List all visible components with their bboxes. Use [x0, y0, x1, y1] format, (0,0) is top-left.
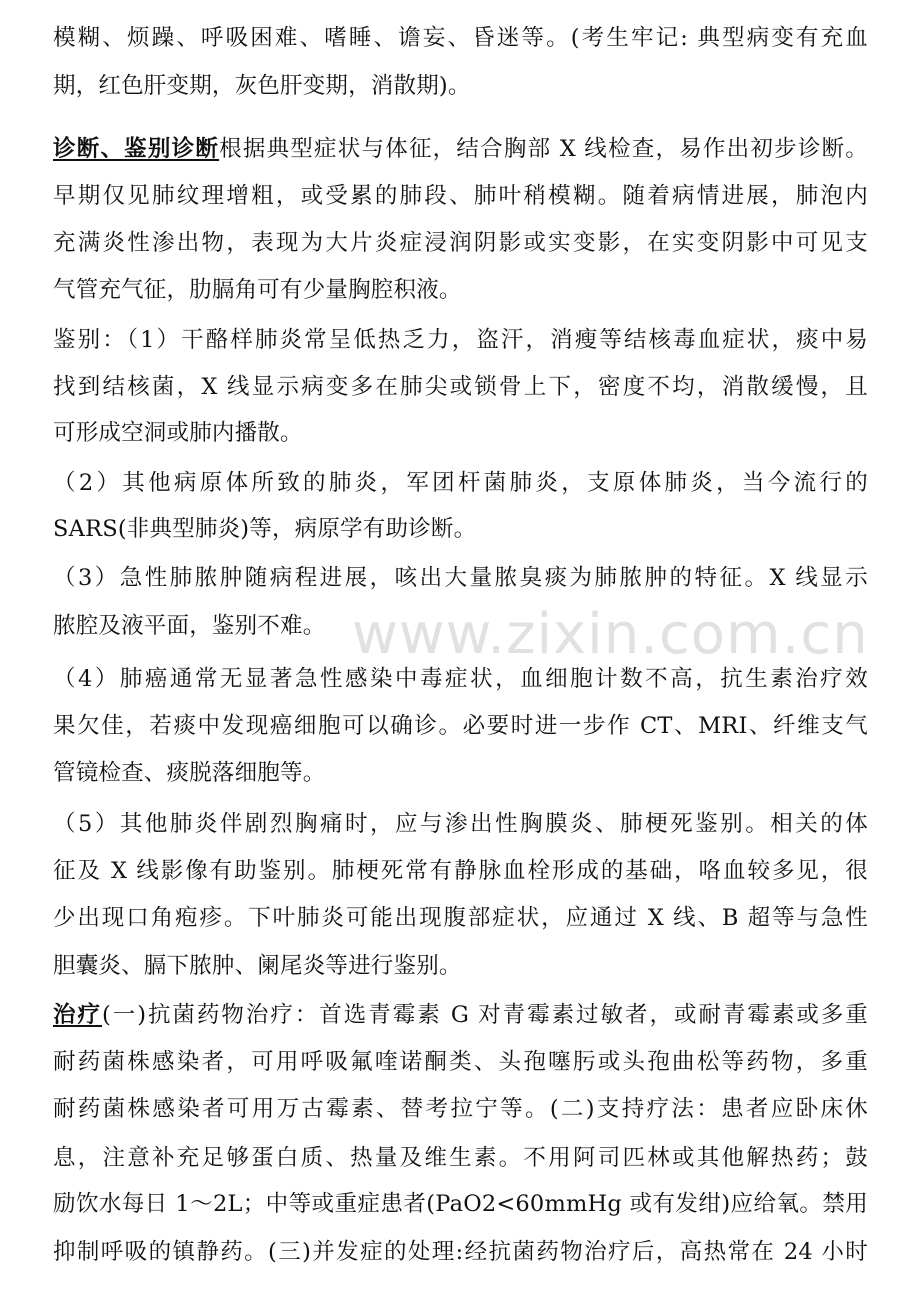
line-text: （3）急性肺脓肿随病程进展，咳出大量脓臭痰为肺脓肿的特征。X 线显示 — [53, 565, 868, 591]
text-line — [53, 1186, 868, 1222]
text-line — [53, 20, 868, 56]
line-text: 征及 X 线影像有助鉴别。肺梗死常有静脉血栓形成的基础，咯血较多见，很 — [53, 858, 868, 884]
line-text: 气管充气征，肋膈角可有少量胸腔积液。 — [53, 277, 462, 303]
text-line — [53, 661, 868, 697]
text-line — [53, 708, 868, 744]
text-line — [53, 1091, 868, 1127]
text-line — [53, 178, 868, 214]
text-line — [53, 68, 868, 104]
line-text: 脓腔及液平面，鉴别不难。 — [53, 613, 326, 639]
text-line — [53, 806, 868, 842]
line-text: 耐药菌株感染者可用万古霉素、替考拉宁等。(二)支持疗法：患者应卧床休 — [53, 1096, 868, 1122]
text-line — [53, 415, 868, 451]
line-text: 充满炎性渗出物，表现为大片炎症浸润阴影或实变影，在实变阴影中可见支 — [53, 230, 868, 256]
text-line — [53, 1140, 868, 1176]
line-text: 早期仅见肺纹理增粗，或受累的肺段、肺叶稍模糊。随着病情进展，肺泡内 — [53, 183, 868, 209]
line-text: 可形成空洞或肺内播散。 — [53, 420, 303, 446]
section-heading-diagnosis: 诊断、鉴别诊断 — [53, 136, 220, 162]
text-line — [53, 1234, 868, 1270]
text-line — [53, 511, 868, 547]
text-line — [53, 225, 868, 261]
text-line — [53, 272, 868, 308]
line-text: 励饮水每日 1～2L；中等或重症患者(PaO2<60mmHg 或有发绀)应给氧。禁用 — [53, 1191, 868, 1217]
text-line — [53, 322, 868, 358]
text-line — [53, 853, 868, 889]
section-heading-treatment: 治疗 — [53, 1002, 102, 1028]
text-line — [53, 948, 868, 984]
text-line — [53, 465, 868, 501]
text-line — [53, 608, 868, 644]
line-text: 抑制呼吸的镇静药。(三)并发症的处理:经抗菌药物治疗后，高热常在 24 小时 — [53, 1239, 868, 1265]
text-line — [53, 900, 868, 936]
line-text: 模糊、烦躁、呼吸困难、嗜睡、谵妄、昏迷等。(考生牢记: 典型病变有充血 — [53, 25, 868, 51]
line-text: 果欠佳，若痰中发现癌细胞可以确诊。必要时进一步作 CT、MRI、纤维支气 — [53, 713, 868, 739]
line-text: （5）其他肺炎伴剧烈胸痛时，应与渗出性胸膜炎、肺梗死鉴别。相关的体 — [53, 811, 868, 837]
line-text: 期，红色肝变期，灰色肝变期，消散期)。 — [53, 73, 471, 99]
line-text: （2）其他病原体所致的肺炎，军团杆菌肺炎，支原体肺炎，当今流行的 — [53, 470, 868, 496]
line-text: 鉴别：（1）干酪样肺炎常呈低热乏力，盗汗，消瘦等结核毒血症状，痰中易 — [53, 327, 868, 353]
line-text: 根据典型症状与体征，结合胸部 X 线检查，易作出初步诊断。 — [219, 136, 869, 162]
line-text: 找到结核菌，X 线显示病变多在肺尖或锁骨上下，密度不均，消散缓慢，且 — [53, 374, 868, 400]
line-text: 管镜检查、痰脱落细胞等。 — [53, 760, 326, 786]
line-text: (一)抗菌药物治疗：首选青霉素 G 对青霉素过敏者，或耐青霉素或多重 — [101, 1002, 869, 1028]
text-line — [53, 369, 868, 405]
line-text: 耐药菌株感染者，可用呼吸氟喹诺酮类、头孢噻肟或头孢曲松等药物，多重 — [53, 1049, 868, 1075]
watermark: www.zixin.com.cn — [352, 602, 869, 667]
line-text: SARS(非典型肺炎)等，病原学有助诊断。 — [53, 516, 477, 542]
line-text: 息，注意补充足够蛋白质、热量及维生素。不用阿司匹林或其他解热药；鼓 — [53, 1145, 868, 1171]
text-line — [53, 1044, 868, 1080]
line-text: 胆囊炎、膈下脓肿、阑尾炎等进行鉴别。 — [53, 953, 462, 979]
line-text: 少出现口角疱疹。下叶肺炎可能出现腹部症状，应通过 X 线、B 超等与急性 — [53, 905, 868, 931]
line-text: （4）肺癌通常无显著急性感染中毒症状，血细胞计数不高，抗生素治疗效 — [53, 666, 868, 692]
section-heading-line — [53, 131, 868, 167]
text-line — [53, 560, 868, 596]
text-line — [53, 755, 868, 791]
section-heading-line — [53, 997, 868, 1033]
